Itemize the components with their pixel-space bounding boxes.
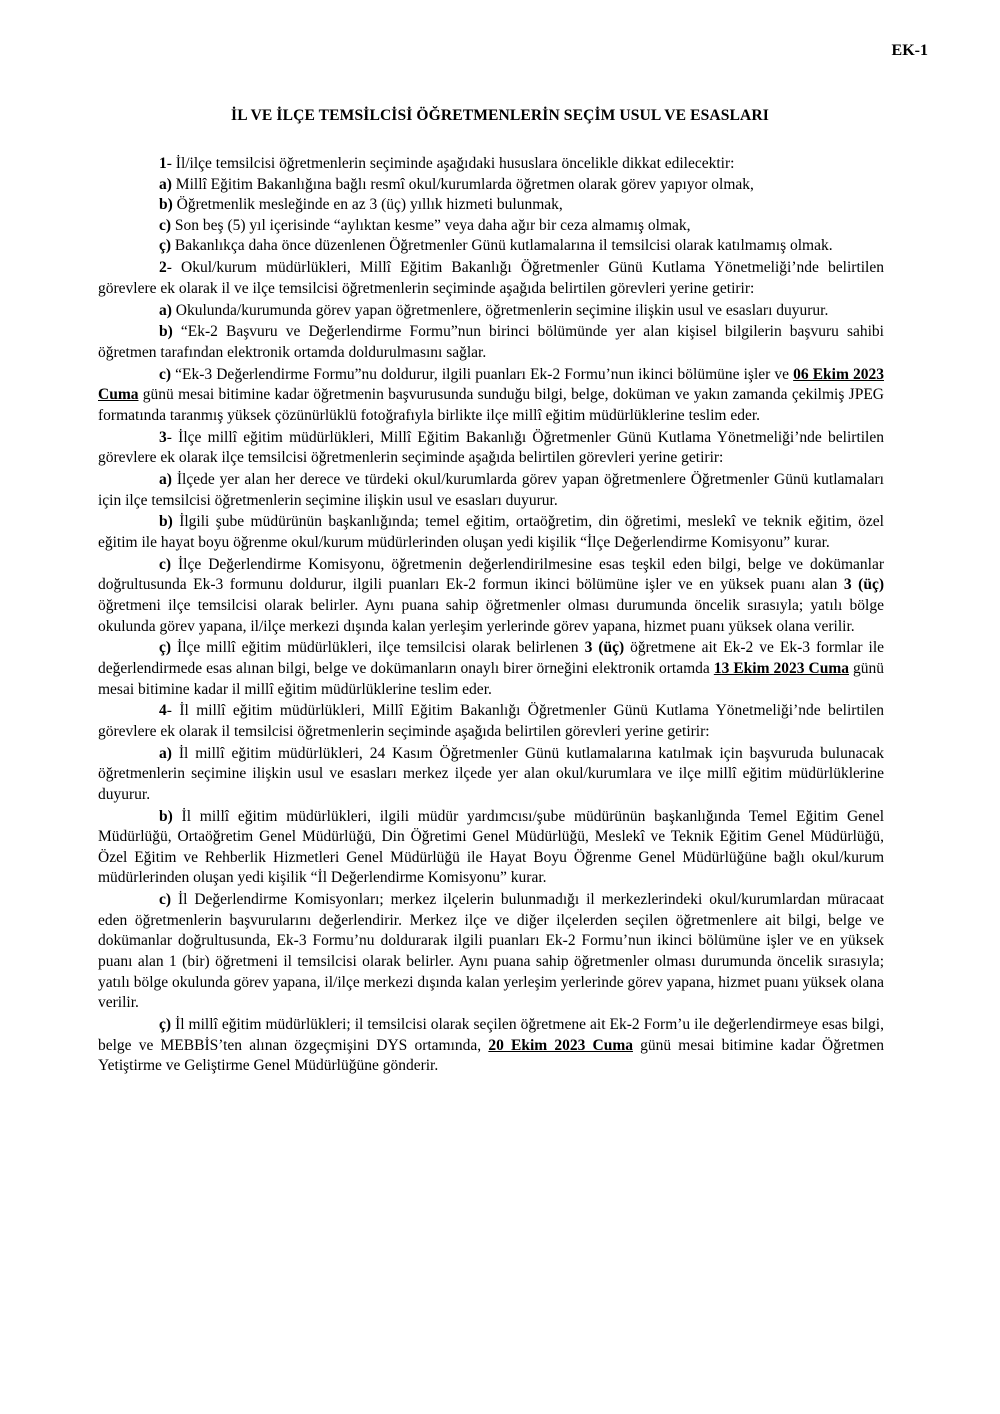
paragraph-text: Son beş (5) yıl içerisinde “aylıktan kesme” veya daha ağır bir ceza almamış olmak,	[171, 216, 691, 234]
item-label: c)	[159, 891, 172, 909]
paragraph-text: “Ek-3 Değerlendirme Formu”nu doldurur, ilgili puanları Ek-2 Formu’nun ikinci bölümüne işler ve	[171, 365, 794, 383]
item-label: c)	[159, 365, 172, 383]
section-3-item-b	[98, 512, 884, 553]
section-1-intro	[98, 154, 884, 175]
paragraph-text: Öğretmenlik mesleğinde en az 3 (üç) yıllık hizmeti bulunmak,	[172, 196, 563, 214]
section-2-item-b	[98, 322, 884, 363]
paragraph-text: İlçe millî eğitim müdürlükleri, ilçe temsilcisi olarak belirlenen	[171, 639, 585, 657]
item-label: ç)	[159, 1015, 172, 1033]
section-1-item-c	[98, 216, 884, 237]
paragraph-text: Millî Eğitim Bakanlığına bağlı resmî okul/kurumlarda öğretmen olarak görev yapıyor olmak,	[171, 175, 754, 193]
paragraph-text: günü mesai bitimine kadar il millî eğitim müdürlüklerine teslim eder.	[98, 659, 885, 698]
item-label: b)	[159, 323, 173, 341]
section-2-item-c	[98, 365, 884, 427]
paragraph-text: Bakanlıkça daha önce düzenlenen Öğretmenler Günü kutlamalarına il temsilcisi olarak katılmamış olmak.	[171, 237, 833, 255]
paragraph-text: - İl millî eğitim müdürlükleri, Millî Eğitim Bakanlığı Öğretmenler Günü Kutlama Yönetmeliği’nde belirtilen görevlere ek olarak il temsilcisi öğretmenlerin seçiminde aşağıda belirtilen görevleri yerine getirir:	[98, 702, 884, 740]
item-label: a)	[159, 175, 172, 193]
document-body	[98, 154, 884, 1078]
item-label: b)	[159, 196, 173, 214]
paragraph-text: Okulunda/kurumunda görev yapan öğretmenlere, öğretmenlerin seçimine ilişkin usul ve esasları duyurur.	[171, 301, 829, 319]
deadline-date: 20 Ekim 2023 Cuma	[488, 1036, 633, 1054]
item-label: a)	[159, 301, 172, 319]
section-1-item-a	[98, 175, 884, 196]
item-label: b)	[159, 513, 173, 531]
paragraph-text: İl Değerlendirme Komisyonları; merkez ilçelerin bulunmadığı il merkezlerindeki okul/kurumlardan müracaat eden öğretmenlerin başvurularını değerlendirir. Merkez ilçe ve diğer ilçelerden seçilen öğretmenlere ait bilgi, belge ve dokümanlar doğrultusunda, Ek-3 Formu’nu doldurarak ilgili puanları Ek-2 Formu’nun ikinci bölümüne işler ve en yüksek puanı alan 1 (bir) öğretmeni il temsilcisi olarak belirler. Aynı puana sahip öğretmenler olması durumunda öncelik sırasıyla; yatılı bölge okulunda görev yapana, il/ilçe merkezi dışında kalan yerleşim yerlerinde görev yapana, hizmet puanı yüksek olana verilir.	[98, 891, 884, 1012]
section-2-item-a	[98, 301, 884, 322]
item-label: a)	[159, 744, 172, 762]
count-bold: 3 (üç)	[843, 576, 884, 594]
paragraph-text: öğretmene ait Ek-2 ve Ek-3 formlar ile değerlendirmede esas alınan bilgi, belge ve dokümanların onaylı birer örneğini elektronik ortamda	[98, 639, 885, 677]
item-label: c)	[159, 216, 172, 234]
paragraph-text: günü mesai bitimine kadar Öğretmen Yetiştirme ve Geliştirme Genel Müdürlüğüne gönderir.	[98, 1036, 885, 1075]
section-1-item-b	[98, 195, 884, 216]
section-3-item-c	[98, 555, 884, 637]
paragraph-text: İlçe Değerlendirme Komisyonu, öğretmenin değerlendirilmesine esas teşkil eden bilgi, belge ve dokümanlar doğrultusunda Ek-3 formunu doldurur, ilgili puanları Ek-2 formun ikinci bölümüne işler ve en yüksek puanı alan	[98, 555, 884, 594]
deadline-date: 13 Ekim 2023 Cuma	[713, 659, 849, 677]
section-3-item-cc	[98, 638, 884, 700]
section-number: 1	[159, 155, 167, 172]
item-label: c)	[159, 555, 172, 573]
count-bold: 3 (üç)	[584, 639, 625, 657]
section-number: 2	[159, 259, 167, 277]
section-1-item-cc	[98, 236, 884, 257]
section-4-item-c	[98, 890, 884, 1014]
item-label: ç)	[159, 639, 172, 657]
paragraph-text: İl millî eğitim müdürlükleri, ilgili müdür yardımcısı/şube müdürünün başkanlığında Temel Eğitim Genel Müdürlüğü, Ortaöğretim Genel Müdürlüğü, Din Öğretimi Genel Müdürlüğü, Meslekî ve Teknik Eğitim Genel Müdürlüğü, Özel Eğitim ve Rehberlik Hizmetleri Genel Müdürlüğü ile Hayat Boyu Öğrenme Genel Müdürlüğüne bağlı okul/kurum müdürlerinden oluşan yedi kişilik “İl Değerlendirme Komisyonu” kurar.	[98, 807, 884, 887]
section-2-intro	[98, 258, 884, 299]
section-4-item-a	[98, 744, 884, 806]
section-3-intro	[98, 428, 884, 469]
section-number: 4	[159, 702, 167, 720]
paragraph-text: günü mesai bitimine kadar öğretmenin başvurusunda sunduğu bilgi, belge, doküman ve yakın zamanda çekilmiş JPEG formatında taranmış yüksek çözünürlüklü fotoğrafıyla birlikte ilçe millî eğitim müdürlüklerine teslim eder.	[98, 386, 884, 424]
section-4-item-cc	[98, 1015, 884, 1077]
paragraph-text: öğretmeni ilçe temsilcisi olarak belirler. Aynı puana sahip öğretmenler olması durumunda öncelik sırasıyla; yatılı bölge okulunda görev yapana, il/ilçe merkezi dışında kalan yerleşim yerlerinde görev yapana, hizmet puanı yüksek olana verilir.	[98, 596, 884, 635]
deadline-date: 06 Ekim 2023 Cuma	[98, 365, 884, 404]
annex-code: EK-1	[891, 42, 928, 59]
paragraph-text: İlgili şube müdürünün başkanlığında; temel eğitim, ortaöğretim, din öğretimi, meslekî ve teknik eğitim, özel eğitim ile hayat boyu öğrenme okul/kurum müdürlerinden oluşan yedi kişilik “İlçe Değerlendirme Komisyonu” kurar.	[98, 513, 884, 551]
document-title: İL VE İLÇE TEMSİLCİSİ ÖĞRETMENLERİN SEÇİM USUL VE ESASLARI	[231, 107, 769, 124]
section-number: 3	[159, 428, 167, 446]
paragraph-text: İl millî eğitim müdürlükleri, 24 Kasım Öğretmenler Günü kutlamalarına katılmak için başvuruda bulunacak öğretmenlerin seçimine ilişkin usul ve esasları merkez ilçede yer alan okul/kurumlara ve ilçe millî eğitim müdürlüklerine duyurur.	[98, 744, 884, 803]
paragraph-text: - Okul/kurum müdürlükleri, Millî Eğitim Bakanlığı Öğretmenler Günü Kutlama Yönetmeliği’nde belirtilen görevlere ek olarak il ve ilçe temsilcisi öğretmenlerin seçiminde aşağıda belirtilen görevleri yerine getirir:	[98, 259, 884, 297]
paragraph-text: - İl/ilçe temsilcisi öğretmenlerin seçiminde aşağıdaki hususlara öncelikle dikkat edilecektir:	[166, 155, 735, 172]
item-label: a)	[159, 471, 172, 489]
section-4-intro	[98, 701, 884, 742]
paragraph-text: İl millî eğitim müdürlükleri; il temsilcisi olarak seçilen öğretmene ait Ek-2 Form’u ile değerlendirmeye esas bilgi, belge ve MEBBİS’ten alınan özgeçmişini DYS ortamında,	[98, 1015, 884, 1054]
section-4-item-b	[98, 807, 884, 889]
paragraph-text: “Ek-2 Başvuru ve Değerlendirme Formu”nun birinci bölümünde yer alan kişisel bilgilerin başvuru sahibi öğretmen tarafından elektronik ortamda doldurulmasını sağlar.	[98, 323, 884, 361]
item-label: b)	[159, 807, 173, 825]
paragraph-text: İlçede yer alan her derece ve türdeki okul/kurumlarda görev yapan öğretmenlere Öğretmenler Günü kutlamaları için ilçe temsilcisi öğretmenlerin seçimine ilişkin usul ve esasları duyurur.	[98, 471, 884, 509]
section-3-item-a	[98, 470, 884, 511]
item-label: ç)	[159, 237, 172, 255]
paragraph-text: - İlçe millî eğitim müdürlükleri, Millî Eğitim Bakanlığı Öğretmenler Günü Kutlama Yönetmeliği’nde belirtilen görevlere ek olarak ilçe temsilcisi öğretmenlerin seçiminde aşağıda belirtilen görevleri yerine getirir:	[98, 428, 884, 467]
